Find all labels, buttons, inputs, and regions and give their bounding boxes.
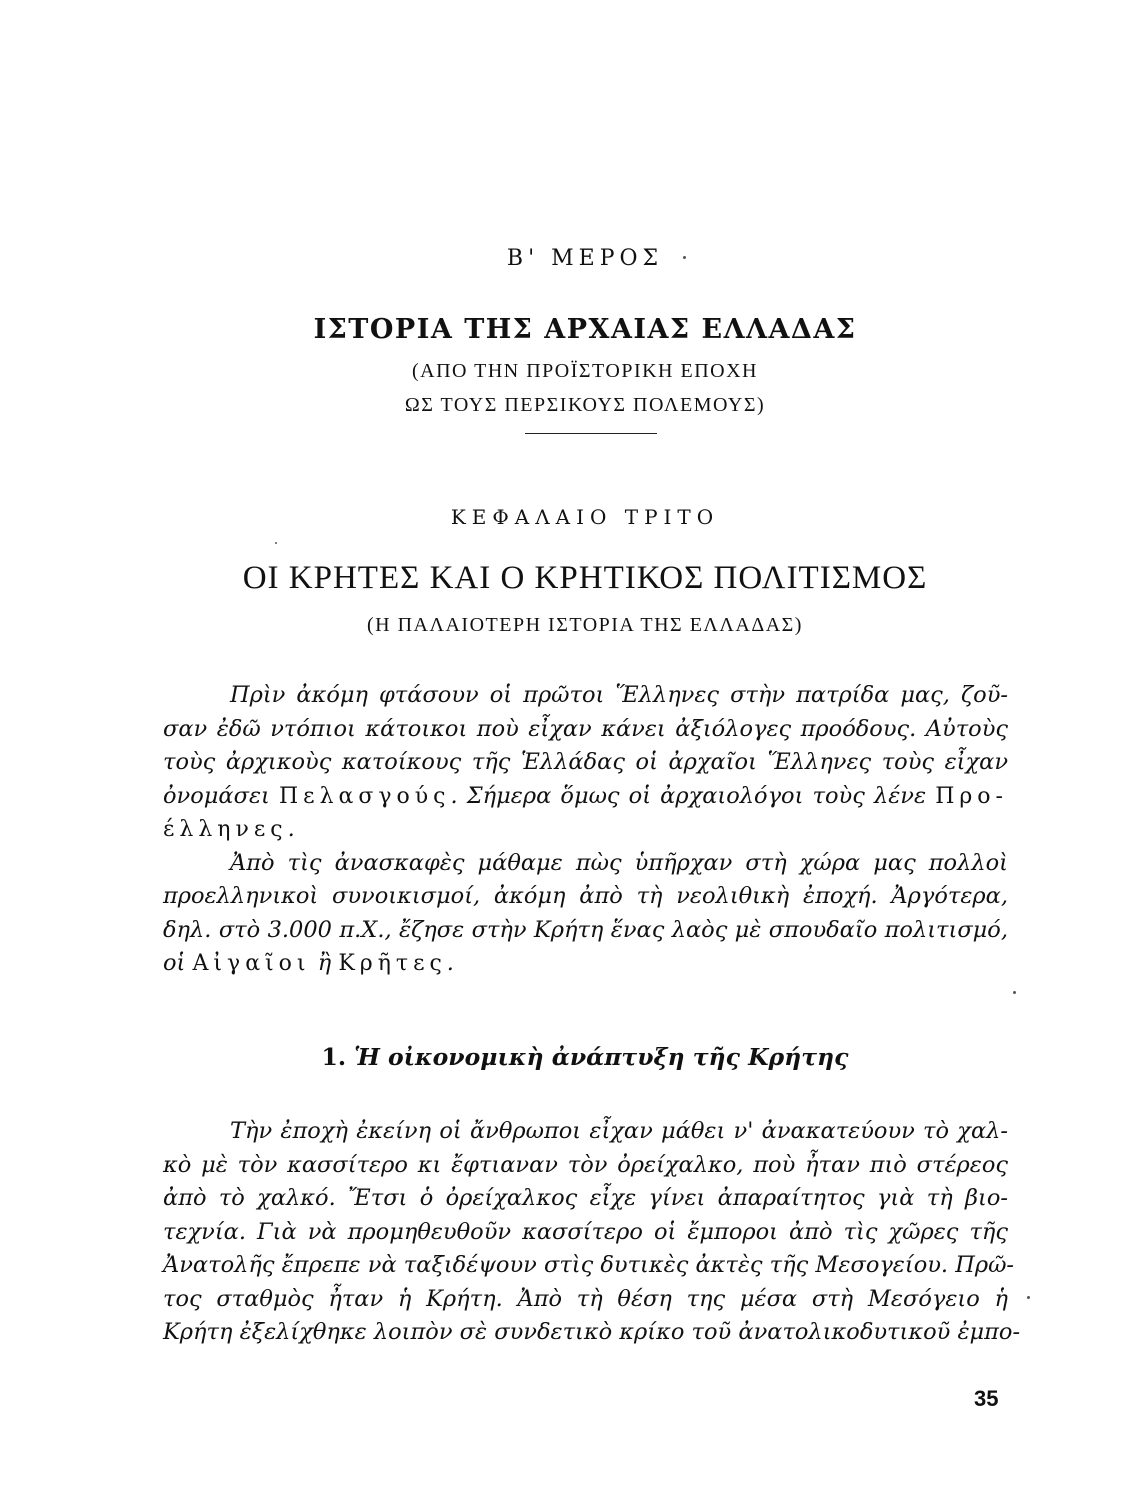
print-speck <box>275 542 277 544</box>
body-line: σαν ἐδῶ ντόπιοι κάτοικοι ποὺ εἶχαν κάνει ἀξιόλογες προόδους. Αὐτοὺς <box>163 715 1008 742</box>
body-line: κὸ μὲ τὸν κασσίτερο κι ἔφτιαναν τὸν ὀρείχαλκο, ποὺ ἦταν πιὸ στέρεος <box>163 1151 1008 1178</box>
body-line: δηλ. στὸ 3.000 π.Χ., ἔζησε στὴν Κρήτη ἕνας λαὸς μὲ σπουδαῖο πολιτισμό, <box>163 916 1008 943</box>
emphasized-term-pre-hellenes: Προ- <box>935 783 1008 809</box>
section-title: Ἡ οἰκονομικὴ ἀνάπτυξη τῆς Κρήτης <box>354 1043 849 1071</box>
body-line <box>163 947 1008 981</box>
section-number: 1. <box>321 1043 347 1071</box>
history-title: ΙΣΤΟΡΙΑ ΤΗΣ ΑΡΧΑΙΑΣ ΕΛΛΑΔΑΣ <box>313 314 857 345</box>
body-line: Ἀπὸ τὶς ἀνασκαφὲς μάθαμε πὼς ὑπῆρχαν στὴ χώρα μας πολλοὶ <box>230 849 1008 876</box>
body-line <box>163 780 1008 814</box>
body-line: προελληνικοὶ συνοικισμοί, ἀκόμη ἀπὸ τὴ νεολιθικὴ ἐποχή. Ἀργότερα, <box>163 883 1008 909</box>
divider-rule <box>525 433 657 434</box>
chapter-title: ΟΙ ΚΡΗΤΕΣ ΚΑΙ Ο ΚΡΗΤΙΚΟΣ ΠΟΛΙΤΙΣΜΟΣ <box>242 560 928 596</box>
section-heading <box>150 1043 1020 1071</box>
part-label: Β' ΜΕΡΟΣ <box>506 246 664 271</box>
body-line: ἀπὸ τὸ χαλκό. Ἔτσι ὁ ὀρείχαλκος εἶχε γίνει ἀπαραίτητος γιὰ τὴ βιο- <box>163 1185 1008 1211</box>
section-paragraph <box>163 1115 1021 1350</box>
body-text: ἢ <box>317 950 332 976</box>
body-line: Πρὶν ἀκόμη φτάσουν οἱ πρῶτοι Ἕλληνες στὴν πατρίδα μας, ζοῦ- <box>230 682 1008 708</box>
history-subtitle-line-2: ΩΣ ΤΟΥΣ ΠΕΡΣΙΚΟΥΣ ΠΟΛΕΜΟΥΣ) <box>404 394 766 416</box>
body-text: ὀνομάσει <box>163 782 270 809</box>
print-speck <box>1027 1296 1030 1299</box>
emphasized-term-cretans: Κρῆτες <box>338 951 447 976</box>
body-line: Κρήτη ἐξελίχθηκε λοιπὸν σὲ συνδετικὸ κρίκο τοῦ ἀνατολικοδυτικοῦ ἐμπο- <box>163 1319 1021 1345</box>
emphasized-term-pelasgians: Πελασγούς <box>278 783 451 809</box>
body-text: . Σήμερα ὅμως οἱ ἀρχαιολόγοι τοὺς λένε <box>450 782 927 809</box>
body-line: Ἀνατολῆς ἔπρεπε νὰ ταξιδέψουν στὶς δυτικὲς ἀκτὲς τῆς Μεσογείου. Πρῶ- <box>163 1252 1015 1278</box>
page-number: 35 <box>974 1386 999 1411</box>
print-speck <box>683 256 686 259</box>
body-line: Τὴν ἐποχὴ ἐκείνη οἱ ἄνθρωποι εἶχαν μάθει ν' ἀνακατεύουν τὸ χαλ- <box>230 1118 1008 1144</box>
body-text: . <box>287 816 295 842</box>
body-line: τεχνία. Γιὰ νὰ προμηθευθοῦν κασσίτερο οἱ ἔμποροι ἀπὸ τὶς χῶρες τῆς <box>163 1218 1008 1245</box>
intro-paragraphs <box>163 679 1008 981</box>
body-line: τοὺς ἀρχικοὺς κατοίκους τῆς Ἑλλάδας οἱ ἀρχαῖοι Ἕλληνες τοὺς εἶχαν <box>163 749 1008 775</box>
emphasized-term-aegeans: Αἰγαῖοι <box>192 951 311 976</box>
body-text: οἱ <box>163 950 186 976</box>
history-subtitle-line-1: (ΑΠΟ ΤΗΝ ΠΡΟΪΣΤΟΡΙΚΗ ΕΠΟΧΗ <box>411 360 758 382</box>
body-line <box>163 813 1008 847</box>
emphasized-term-pre-hellenes-end: έλληνες <box>163 817 288 842</box>
print-speck <box>1013 991 1016 994</box>
body-text: . <box>446 950 454 976</box>
chapter-subtitle: (Η ΠΑΛΑΙΟΤΕΡΗ ΙΣΤΟΡΙΑ ΤΗΣ ΕΛΛΑΔΑΣ) <box>367 614 803 636</box>
chapter-label: ΚΕΦΑΛΑΙΟ ΤΡΙΤΟ <box>450 505 720 529</box>
body-line: τος σταθμὸς ἦταν ἡ Κρήτη. Ἀπὸ τὴ θέση της μέσα στὴ Μεσόγειο ἡ <box>163 1285 1008 1312</box>
